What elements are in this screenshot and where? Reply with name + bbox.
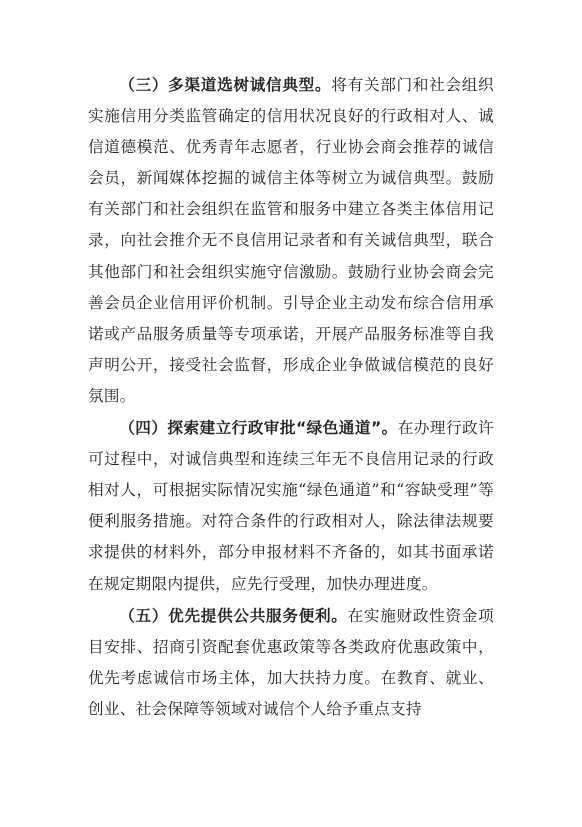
section-four-heading: （四）探索建立行政审批“绿色通道”。 xyxy=(119,419,398,438)
section-three-paragraph xyxy=(88,70,494,412)
section-five-heading: （五）优先提供公共服务便利。 xyxy=(119,606,348,625)
section-four-body: 在办理行政许可过程中，对诚信典型和连续三年无不良信用记录的行政相对人，可根据实际情况实施“绿色通道”和“容缺受理”等便利服务措施。对符合条件的行政相对人，除法律法规要求提供的材料外，部分申报材料不齐备的，如其书面承诺在规定期限内提供，应先行受理，加快办理进度。 xyxy=(88,419,494,593)
section-five-paragraph xyxy=(88,601,494,725)
section-five-body: 在实施财政性资金项目安排、招商引资配套优惠政策等各类政府优惠政策中，优先考虑诚信市场主体，加大扶持力度。在教育、就业、创业、社会保障等领域对诚信个人给予重点支持 xyxy=(88,606,495,718)
section-four-paragraph xyxy=(88,413,494,600)
section-three-body: 将有关部门和社会组织实施信用分类监管确定的信用状况良好的行政相对人、诚信道德模范、优秀青年志愿者，行业协会商会推荐的诚信会员，新闻媒体挖掘的诚信主体等树立为诚信典型。鼓励有关部门和社会组织在监管和服务中建立各类主体信用记录，向社会推介无不良信用记录者和有关诚信典型，联合其他部门和社会组织实施守信激励。鼓励行业协会商会完善会员企业信用评价机制。引导企业主动发布综合信用承诺或产品服务质量等专项承诺，开展产品服务标准等自我声明公开，接受社会监督，形成企业争做诚信模范的良好氛围。 xyxy=(88,76,494,405)
section-three-heading: （三）多渠道选树诚信典型。 xyxy=(119,76,332,94)
